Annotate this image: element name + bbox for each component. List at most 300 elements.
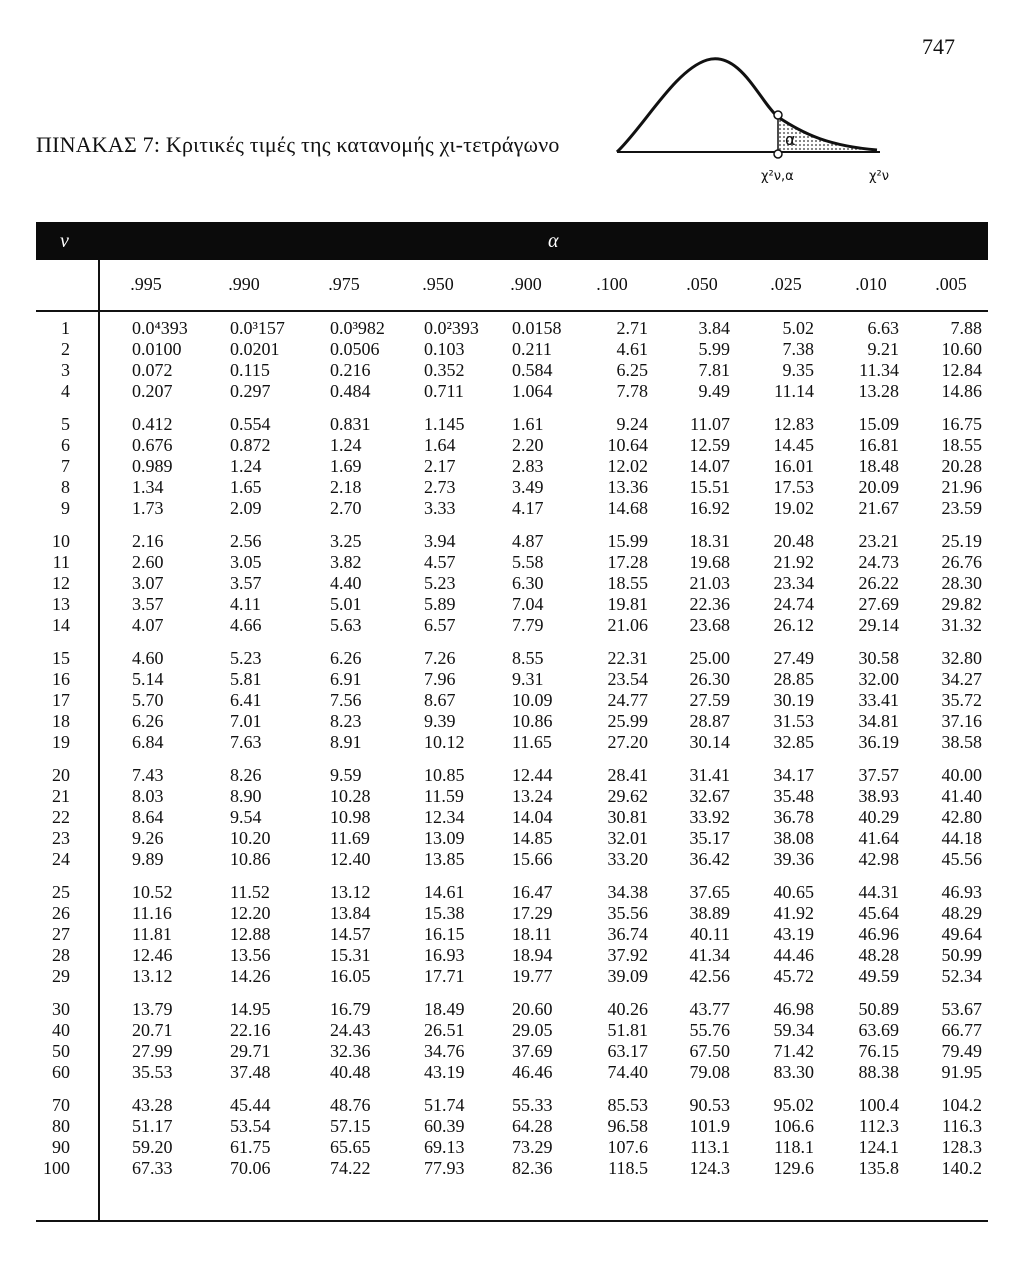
degrees-of-freedom-cell: 27 — [52, 924, 70, 944]
critical-value-cell: 36.19 — [858, 732, 899, 752]
critical-value-cell: 29.14 — [858, 615, 899, 635]
critical-value-cell: 13.24 — [512, 786, 553, 806]
critical-value-cell: 0.989 — [132, 456, 173, 476]
critical-value-cell: 18.48 — [858, 456, 899, 476]
critical-value-cell: 0.0100 — [132, 339, 182, 359]
table-row — [36, 924, 988, 945]
critical-value-cell: 1.24 — [230, 456, 262, 476]
critical-value-cell: 0.0³982 — [330, 318, 385, 338]
critical-value-cell: 1.64 — [424, 435, 456, 455]
critical-value-cell: 16.01 — [773, 456, 814, 476]
critical-value-cell: 22.31 — [607, 648, 648, 668]
degrees-of-freedom-cell: 20 — [52, 765, 70, 785]
critical-value-cell: 4.11 — [230, 594, 261, 614]
bottom-rule — [36, 1220, 988, 1222]
critical-value-cell: 67.33 — [132, 1158, 173, 1178]
critical-value-cell: 3.25 — [330, 531, 362, 551]
critical-value-cell: 11.16 — [132, 903, 172, 923]
critical-value-cell: 7.38 — [782, 339, 814, 359]
table-row — [36, 732, 988, 753]
critical-value-cell: 3.84 — [698, 318, 730, 338]
critical-value-cell: 24.43 — [330, 1020, 371, 1040]
critical-value-cell: 2.56 — [230, 531, 262, 551]
critical-value-cell: 2.70 — [330, 498, 362, 518]
critical-value-cell: 30.14 — [689, 732, 730, 752]
critical-value-cell: 26.12 — [773, 615, 814, 635]
critical-value-cell: 41.40 — [941, 786, 982, 806]
critical-value-cell: 5.02 — [782, 318, 814, 338]
critical-value-cell: 7.56 — [330, 690, 362, 710]
critical-value-cell: 14.45 — [773, 435, 814, 455]
critical-value-cell: 8.55 — [512, 648, 544, 668]
critical-value-cell: 50.99 — [941, 945, 982, 965]
critical-value-cell: 4.66 — [230, 615, 262, 635]
critical-value-cell: 79.08 — [689, 1062, 730, 1082]
critical-value-cell: 15.66 — [512, 849, 553, 869]
degrees-of-freedom-cell: 23 — [52, 828, 70, 848]
critical-value-cell: 6.25 — [616, 360, 648, 380]
critical-value-cell: 10.52 — [132, 882, 173, 902]
critical-value-cell: 1.65 — [230, 477, 262, 497]
critical-value-cell: 3.57 — [230, 573, 262, 593]
column-header-alpha: .025 — [770, 274, 802, 294]
critical-value-cell: 7.78 — [616, 381, 648, 401]
critical-value-cell: 4.60 — [132, 648, 164, 668]
critical-value-cell: 18.94 — [512, 945, 553, 965]
critical-value-cell: 46.93 — [941, 882, 982, 902]
degrees-of-freedom-cell: 40 — [52, 1020, 70, 1040]
column-header-alpha: .010 — [855, 274, 887, 294]
critical-value-cell: 11.34 — [859, 360, 899, 380]
critical-value-cell: 15.38 — [424, 903, 465, 923]
table-row — [36, 1041, 988, 1062]
critical-value-cell: 45.56 — [941, 849, 982, 869]
critical-value-cell: 0.711 — [424, 381, 464, 401]
critical-value-cell: 40.65 — [773, 882, 814, 902]
critical-value-cell: 32.80 — [941, 648, 982, 668]
critical-value-cell: 48.29 — [941, 903, 982, 923]
critical-value-cell: 36.74 — [607, 924, 648, 944]
critical-value-cell: 17.53 — [773, 477, 814, 497]
critical-value-cell: 17.29 — [512, 903, 553, 923]
critical-value-cell: 5.14 — [132, 669, 164, 689]
chi-square-axis-label: χ²ν — [869, 169, 889, 184]
critical-value-cell: 17.71 — [424, 966, 465, 986]
critical-value-cell: 21.92 — [773, 552, 814, 572]
critical-value-cell: 0.554 — [230, 414, 271, 434]
critical-value-cell: 21.67 — [858, 498, 899, 518]
degrees-of-freedom-cell: 12 — [52, 573, 70, 593]
critical-value-cell: 10.28 — [330, 786, 371, 806]
critical-value-cell: 36.78 — [773, 807, 814, 827]
critical-value-cell: 15.99 — [607, 531, 648, 551]
row-group — [36, 531, 988, 636]
table-row — [36, 552, 988, 573]
critical-value-cell: 0.115 — [230, 360, 270, 380]
critical-value-cell: 13.79 — [132, 999, 173, 1019]
alpha-label: α — [785, 130, 796, 149]
critical-value-cell: 85.53 — [607, 1095, 648, 1115]
critical-value-cell: 67.50 — [689, 1041, 730, 1061]
critical-value-cell: 37.92 — [607, 945, 648, 965]
chi-square-curve-figure — [615, 40, 905, 190]
degrees-of-freedom-cell: 21 — [52, 786, 70, 806]
critical-value-cell: 4.61 — [616, 339, 648, 359]
critical-value-cell: 8.03 — [132, 786, 164, 806]
critical-value-cell: 38.58 — [941, 732, 982, 752]
critical-value-cell: 43.19 — [424, 1062, 465, 1082]
critical-value-cell: 14.04 — [512, 807, 553, 827]
critical-value-cell: 118.1 — [774, 1137, 814, 1157]
table-row — [36, 360, 988, 381]
critical-value-cell: 14.86 — [941, 381, 982, 401]
critical-value-cell: 32.01 — [607, 828, 648, 848]
critical-value-cell: 25.00 — [689, 648, 730, 668]
critical-value-cell: 41.92 — [773, 903, 814, 923]
table-row — [36, 1062, 988, 1083]
critical-value-cell: 135.8 — [858, 1158, 899, 1178]
critical-value-cell: 12.59 — [689, 435, 730, 455]
critical-value-cell: 5.99 — [698, 339, 730, 359]
column-header-alpha: .975 — [328, 274, 360, 294]
table-row — [36, 828, 988, 849]
critical-value-cell: 16.92 — [689, 498, 730, 518]
table-row — [36, 414, 988, 435]
critical-value-cell: 7.26 — [424, 648, 456, 668]
critical-value-cell: 71.42 — [773, 1041, 814, 1061]
critical-value-cell: 104.2 — [941, 1095, 982, 1115]
critical-value-cell: 3.94 — [424, 531, 456, 551]
critical-value-cell: 32.67 — [689, 786, 730, 806]
table-row — [36, 594, 988, 615]
critical-value-cell: 45.72 — [773, 966, 814, 986]
density-curve — [617, 59, 877, 152]
critical-value-cell: 6.30 — [512, 573, 544, 593]
critical-value-cell: 1.61 — [512, 414, 544, 434]
table-row — [36, 531, 988, 552]
critical-value-cell: 2.20 — [512, 435, 544, 455]
critical-value-cell: 23.59 — [941, 498, 982, 518]
critical-value-cell: 7.63 — [230, 732, 262, 752]
critical-value-cell: 22.36 — [689, 594, 730, 614]
critical-value-cell: 21.96 — [941, 477, 982, 497]
critical-value-cell: 0.412 — [132, 414, 173, 434]
degrees-of-freedom-cell: 5 — [61, 414, 70, 434]
critical-value-cell: 2.73 — [424, 477, 456, 497]
critical-value-cell: 30.81 — [607, 807, 648, 827]
critical-value-cell: 55.33 — [512, 1095, 553, 1115]
critical-value-cell: 1.064 — [512, 381, 553, 401]
critical-value-cell: 77.93 — [424, 1158, 465, 1178]
critical-value-cell: 3.33 — [424, 498, 456, 518]
critical-value-cell: 1.145 — [424, 414, 465, 434]
critical-value-cell: 88.38 — [858, 1062, 899, 1082]
critical-value-cell: 37.16 — [941, 711, 982, 731]
critical-value-cell: 113.1 — [690, 1137, 730, 1157]
critical-value-cell: 14.61 — [424, 882, 465, 902]
critical-value-cell: 20.48 — [773, 531, 814, 551]
critical-value-cell: 129.6 — [773, 1158, 814, 1178]
critical-value-cell: 7.96 — [424, 669, 456, 689]
critical-value-cell: 4.87 — [512, 531, 544, 551]
critical-value-cell: 15.31 — [330, 945, 371, 965]
critical-value-cell: 40.00 — [941, 765, 982, 785]
critical-value-cell: 6.91 — [330, 669, 362, 689]
critical-value-cell: 0.0⁴393 — [132, 318, 188, 338]
critical-value-cell: 20.28 — [941, 456, 982, 476]
critical-value-cell: 5.89 — [424, 594, 456, 614]
table-row — [36, 1095, 988, 1116]
nu-header: ν — [60, 230, 69, 252]
critical-value-cell: 12.44 — [512, 765, 553, 785]
critical-value-cell: 0.103 — [424, 339, 465, 359]
critical-value-cell: 19.81 — [607, 594, 648, 614]
critical-value-cell: 16.47 — [512, 882, 553, 902]
critical-value-cell: 0.0²393 — [424, 318, 479, 338]
critical-value-cell: 30.58 — [858, 648, 899, 668]
critical-value-cell: 9.35 — [782, 360, 814, 380]
row-group — [36, 765, 988, 870]
critical-value-cell: 20.60 — [512, 999, 553, 1019]
critical-value-cell: 112.3 — [859, 1116, 899, 1136]
chi-square-table — [36, 222, 988, 1222]
table-row — [36, 1116, 988, 1137]
critical-value-cell: 33.92 — [689, 807, 730, 827]
row-group — [36, 648, 988, 753]
row-group — [36, 882, 988, 987]
table-header-bar — [36, 222, 988, 260]
critical-value-cell: 6.26 — [132, 711, 164, 731]
table-row — [36, 318, 988, 339]
critical-value-cell: 49.59 — [858, 966, 899, 986]
degrees-of-freedom-cell: 70 — [52, 1095, 70, 1115]
critical-value-cell: 33.20 — [607, 849, 648, 869]
critical-value-cell: 12.02 — [607, 456, 648, 476]
table-row — [36, 882, 988, 903]
critical-value-cell: 0.831 — [330, 414, 371, 434]
degrees-of-freedom-cell: 11 — [52, 552, 70, 572]
table-row — [36, 1158, 988, 1179]
critical-value-cell: 37.57 — [858, 765, 899, 785]
critical-value-cell: 55.76 — [689, 1020, 730, 1040]
degrees-of-freedom-cell: 80 — [52, 1116, 70, 1136]
critical-value-cell: 12.20 — [230, 903, 271, 923]
degrees-of-freedom-cell: 30 — [52, 999, 70, 1019]
critical-value-cell: 9.49 — [698, 381, 730, 401]
critical-value-cell: 27.69 — [858, 594, 899, 614]
critical-value-cell: 53.54 — [230, 1116, 271, 1136]
critical-value-cell: 30.19 — [773, 690, 814, 710]
critical-value-cell: 35.53 — [132, 1062, 173, 1082]
critical-value-cell: 10.85 — [424, 765, 465, 785]
critical-value-cell: 7.01 — [230, 711, 262, 731]
critical-value-cell: 11.59 — [424, 786, 464, 806]
degrees-of-freedom-cell: 2 — [61, 339, 70, 359]
critical-value-cell: 90.53 — [689, 1095, 730, 1115]
critical-value-cell: 16.05 — [330, 966, 371, 986]
critical-value-cell: 32.00 — [858, 669, 899, 689]
critical-value-cell: 59.20 — [132, 1137, 173, 1157]
degrees-of-freedom-cell: 3 — [61, 360, 70, 380]
degrees-of-freedom-cell: 8 — [61, 477, 70, 497]
critical-value-cell: 12.84 — [941, 360, 982, 380]
row-group — [36, 414, 988, 519]
column-header-alpha: .950 — [422, 274, 454, 294]
critical-value-cell: 76.15 — [858, 1041, 899, 1061]
critical-value-cell: 101.9 — [689, 1116, 730, 1136]
critical-value-cell: 0.584 — [512, 360, 553, 380]
critical-value-cell: 6.57 — [424, 615, 456, 635]
critical-value-cell: 1.69 — [330, 456, 362, 476]
critical-value-cell: 13.09 — [424, 828, 465, 848]
critical-value-cell: 34.38 — [607, 882, 648, 902]
table-row — [36, 903, 988, 924]
critical-value-cell: 46.98 — [773, 999, 814, 1019]
critical-value-cell: 14.85 — [512, 828, 553, 848]
critical-value-cell: 5.01 — [330, 594, 362, 614]
critical-value-cell: 21.06 — [607, 615, 648, 635]
critical-value-cell: 50.89 — [858, 999, 899, 1019]
critical-value-cell: 42.80 — [941, 807, 982, 827]
critical-value-cell: 11.52 — [230, 882, 270, 902]
critical-value-cell: 9.26 — [132, 828, 164, 848]
table-row — [36, 966, 988, 987]
critical-value-cell: 59.34 — [773, 1020, 814, 1040]
table-row — [36, 573, 988, 594]
critical-value-cell: 42.98 — [858, 849, 899, 869]
critical-value-cell: 124.3 — [689, 1158, 730, 1178]
critical-value-cell: 39.09 — [607, 966, 648, 986]
critical-value-cell: 96.58 — [607, 1116, 648, 1136]
critical-value-cell: 14.95 — [230, 999, 271, 1019]
degrees-of-freedom-cell: 16 — [52, 669, 70, 689]
table-row — [36, 456, 988, 477]
table-row — [36, 381, 988, 402]
critical-value-cell: 2.17 — [424, 456, 456, 476]
table-row — [36, 711, 988, 732]
critical-value-cell: 9.39 — [424, 711, 456, 731]
critical-value-cell: 16.75 — [941, 414, 982, 434]
critical-value-cell: 32.85 — [773, 732, 814, 752]
critical-value-cell: 9.24 — [616, 414, 648, 434]
table-row — [36, 498, 988, 519]
row-group — [36, 318, 988, 402]
column-header-alpha: .995 — [130, 274, 162, 294]
critical-value-cell: 5.58 — [512, 552, 544, 572]
critical-value-cell: 63.17 — [607, 1041, 648, 1061]
critical-value-cell: 52.34 — [941, 966, 982, 986]
critical-value-cell: 14.68 — [607, 498, 648, 518]
critical-value-cell: 19.77 — [512, 966, 553, 986]
critical-value-cell: 100.4 — [858, 1095, 899, 1115]
critical-value-cell: 12.83 — [773, 414, 814, 434]
critical-value-cell: 8.26 — [230, 765, 262, 785]
critical-value-cell: 0.484 — [330, 381, 371, 401]
critical-value-cell: 83.30 — [773, 1062, 814, 1082]
critical-value-cell: 34.76 — [424, 1041, 465, 1061]
header-rule — [36, 310, 988, 312]
critical-value-cell: 118.5 — [608, 1158, 648, 1178]
critical-value-cell: 1.24 — [330, 435, 362, 455]
critical-value-cell: 13.56 — [230, 945, 271, 965]
degrees-of-freedom-cell: 24 — [52, 849, 70, 869]
critical-value-cell: 48.28 — [858, 945, 899, 965]
critical-value-cell: 7.04 — [512, 594, 544, 614]
critical-value-cell: 0.0201 — [230, 339, 280, 359]
critical-value-cell: 41.34 — [689, 945, 730, 965]
critical-value-cell: 44.18 — [941, 828, 982, 848]
degrees-of-freedom-cell: 60 — [52, 1062, 70, 1082]
degrees-of-freedom-cell: 7 — [61, 456, 70, 476]
critical-value-cell: 1.34 — [132, 477, 164, 497]
critical-value-cell: 0.072 — [132, 360, 173, 380]
critical-value-cell: 0.676 — [132, 435, 173, 455]
critical-value-cell: 24.73 — [858, 552, 899, 572]
critical-value-cell: 26.76 — [941, 552, 982, 572]
critical-value-cell: 9.89 — [132, 849, 164, 869]
critical-value-cell: 3.57 — [132, 594, 164, 614]
critical-value-cell: 16.79 — [330, 999, 371, 1019]
critical-value-cell: 29.82 — [941, 594, 982, 614]
critical-value-cell: 12.40 — [330, 849, 371, 869]
critical-value-cell: 4.40 — [330, 573, 362, 593]
table-row — [36, 435, 988, 456]
critical-value-cell: 21.03 — [689, 573, 730, 593]
critical-value-cell: 65.65 — [330, 1137, 371, 1157]
table-row — [36, 690, 988, 711]
critical-value-cell: 38.93 — [858, 786, 899, 806]
column-header-alpha: .990 — [228, 274, 260, 294]
critical-value-cell: 0.211 — [512, 339, 552, 359]
critical-value-cell: 25.19 — [941, 531, 982, 551]
critical-value-cell: 12.88 — [230, 924, 271, 944]
critical-value-cell: 91.95 — [941, 1062, 982, 1082]
critical-value-cell: 42.56 — [689, 966, 730, 986]
degrees-of-freedom-cell: 4 — [61, 381, 70, 401]
critical-value-cell: 15.09 — [858, 414, 899, 434]
table-title: ΠΙΝΑΚΑΣ 7: Κριτικές τιμές της κατανομής χι-τετράγωνο — [36, 132, 560, 157]
critical-value-cell: 0.872 — [230, 435, 271, 455]
critical-value-cell: 12.34 — [424, 807, 465, 827]
critical-value-cell: 2.71 — [616, 318, 648, 338]
critical-value-cell: 63.69 — [858, 1020, 899, 1040]
critical-value-cell: 69.13 — [424, 1137, 465, 1157]
critical-value-cell: 35.72 — [941, 690, 982, 710]
table-row — [36, 1020, 988, 1041]
degrees-of-freedom-cell: 19 — [52, 732, 70, 752]
critical-value-cell: 2.18 — [330, 477, 362, 497]
critical-value-cell: 6.41 — [230, 690, 262, 710]
page-number: 747 — [922, 34, 955, 59]
critical-value-cell: 61.75 — [230, 1137, 271, 1157]
critical-value-cell: 3.49 — [512, 477, 544, 497]
critical-value-cell: 40.11 — [690, 924, 730, 944]
critical-value-cell: 37.65 — [689, 882, 730, 902]
critical-value-cell: 45.64 — [858, 903, 899, 923]
critical-value-cell: 41.64 — [858, 828, 899, 848]
critical-value-cell: 28.30 — [941, 573, 982, 593]
table-body — [36, 318, 988, 1191]
critical-value-cell: 73.29 — [512, 1137, 553, 1157]
critical-value-cell: 44.31 — [858, 882, 899, 902]
critical-value-cell: 7.79 — [512, 615, 544, 635]
table-row — [36, 786, 988, 807]
critical-value-cell: 8.91 — [330, 732, 362, 752]
critical-value-cell: 46.46 — [512, 1062, 553, 1082]
critical-value-cell: 18.55 — [607, 573, 648, 593]
critical-value-cell: 2.09 — [230, 498, 262, 518]
degrees-of-freedom-cell: 13 — [52, 594, 70, 614]
